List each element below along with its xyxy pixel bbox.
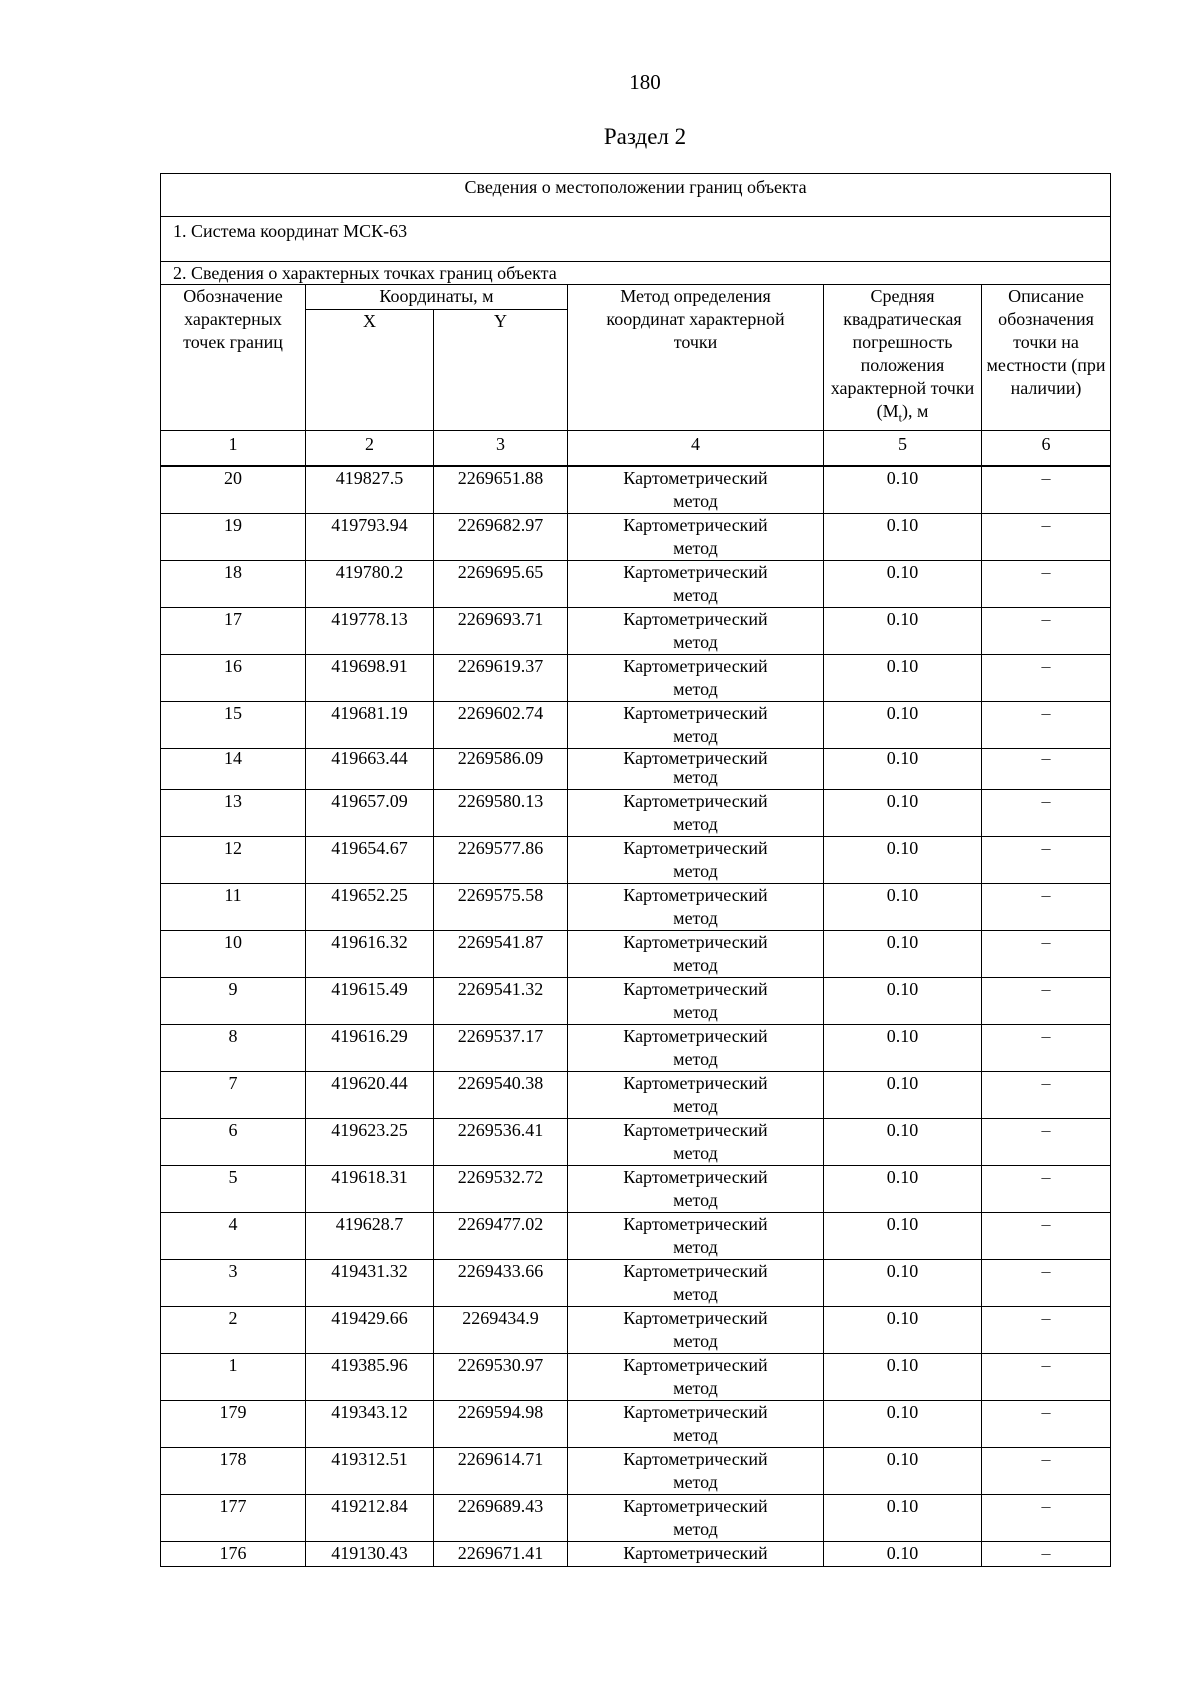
method-cell: Картометрический метод xyxy=(568,466,824,514)
y-coordinate-cell: 2269541.87 xyxy=(434,930,568,977)
point-id-cell: 15 xyxy=(161,701,306,748)
description-cell: – xyxy=(982,1165,1111,1212)
method-cell: Картометрический метод xyxy=(568,1259,824,1306)
page-number: 180 xyxy=(629,70,661,94)
point-id-cell: 6 xyxy=(161,1118,306,1165)
y-coordinate-cell: 2269682.97 xyxy=(434,513,568,560)
x-coordinate-cell: 419793.94 xyxy=(306,513,434,560)
points-section-header: 2. Сведения о характерных точках границ объекта xyxy=(161,262,1111,285)
method-cell: Картометрический метод xyxy=(568,836,824,883)
description-cell: – xyxy=(982,930,1111,977)
y-coordinate-cell: 2269433.66 xyxy=(434,1259,568,1306)
point-id-cell: 18 xyxy=(161,560,306,607)
method-cell: Картометрический метод xyxy=(568,1447,824,1494)
x-coordinate-cell: 419681.19 xyxy=(306,701,434,748)
x-coordinate-cell: 419698.91 xyxy=(306,654,434,701)
error-cell: 0.10 xyxy=(824,1353,982,1400)
y-coordinate-cell: 2269540.38 xyxy=(434,1071,568,1118)
column-number: 1 xyxy=(161,430,306,466)
table-row xyxy=(161,607,1111,654)
point-id-cell: 9 xyxy=(161,977,306,1024)
x-coordinate-cell: 419623.25 xyxy=(306,1118,434,1165)
x-coordinate-cell: 419385.96 xyxy=(306,1353,434,1400)
method-cell: Картометрический метод xyxy=(568,1306,824,1353)
point-id-cell: 1 xyxy=(161,1353,306,1400)
col-header-coordinates: Координаты, м xyxy=(306,285,568,310)
point-id-cell: 2 xyxy=(161,1306,306,1353)
x-coordinate-cell: 419429.66 xyxy=(306,1306,434,1353)
description-cell: – xyxy=(982,1400,1111,1447)
description-cell: – xyxy=(982,466,1111,514)
table-row xyxy=(161,466,1111,514)
x-coordinate-cell: 419620.44 xyxy=(306,1071,434,1118)
point-id-cell: 11 xyxy=(161,883,306,930)
x-coordinate-cell: 419212.84 xyxy=(306,1494,434,1541)
table-row xyxy=(161,836,1111,883)
table-row xyxy=(161,883,1111,930)
table-row xyxy=(161,654,1111,701)
error-cell: 0.10 xyxy=(824,930,982,977)
x-coordinate-cell: 419431.32 xyxy=(306,1259,434,1306)
description-cell: – xyxy=(982,836,1111,883)
x-coordinate-cell: 419618.31 xyxy=(306,1165,434,1212)
table-row xyxy=(161,1541,1111,1566)
point-id-cell: 16 xyxy=(161,654,306,701)
method-cell: Картометрический метод xyxy=(568,513,824,560)
x-coordinate-cell: 419663.44 xyxy=(306,748,434,789)
error-cell: 0.10 xyxy=(824,1165,982,1212)
x-coordinate-cell: 419652.25 xyxy=(306,883,434,930)
description-cell: – xyxy=(982,748,1111,789)
description-cell: – xyxy=(982,513,1111,560)
column-numbers-row xyxy=(161,430,1111,466)
description-cell: – xyxy=(982,1494,1111,1541)
point-id-cell: 178 xyxy=(161,1447,306,1494)
y-coordinate-cell: 2269530.97 xyxy=(434,1353,568,1400)
description-cell: – xyxy=(982,1353,1111,1400)
col-header-designation: Обозначение характерных точек границ xyxy=(161,285,306,431)
method-cell: Картометрический метод xyxy=(568,1024,824,1071)
col-header-description: Описание обозначения точки на местности (при наличии) xyxy=(982,285,1111,431)
col-header-method: Метод определения координат характерной точки xyxy=(568,285,824,431)
error-cell: 0.10 xyxy=(824,607,982,654)
description-cell: – xyxy=(982,789,1111,836)
description-cell: – xyxy=(982,1071,1111,1118)
column-number: 2 xyxy=(306,430,434,466)
description-cell: – xyxy=(982,883,1111,930)
table-row xyxy=(161,930,1111,977)
col-header-error xyxy=(824,285,982,431)
method-cell: Картометрический метод xyxy=(568,930,824,977)
column-number: 4 xyxy=(568,430,824,466)
table-row xyxy=(161,789,1111,836)
method-cell: Картометрический метод xyxy=(568,789,824,836)
method-cell: Картометрический метод xyxy=(568,654,824,701)
point-id-cell: 7 xyxy=(161,1071,306,1118)
table-row xyxy=(161,1118,1111,1165)
error-cell: 0.10 xyxy=(824,1400,982,1447)
method-cell: Картометрический метод xyxy=(568,1353,824,1400)
error-cell: 0.10 xyxy=(824,1212,982,1259)
table-row xyxy=(161,1212,1111,1259)
point-id-cell: 17 xyxy=(161,607,306,654)
description-cell: – xyxy=(982,1024,1111,1071)
table-row xyxy=(161,560,1111,607)
method-cell: Картометрический метод xyxy=(568,883,824,930)
table-row xyxy=(161,1024,1111,1071)
y-coordinate-cell: 2269577.86 xyxy=(434,836,568,883)
table-row xyxy=(161,1071,1111,1118)
description-cell: – xyxy=(982,1259,1111,1306)
table-row xyxy=(161,513,1111,560)
section-title: Раздел 2 xyxy=(603,124,687,149)
boundary-points-table xyxy=(160,173,1111,1567)
y-coordinate-cell: 2269619.37 xyxy=(434,654,568,701)
column-number: 5 xyxy=(824,430,982,466)
error-cell: 0.10 xyxy=(824,701,982,748)
error-cell: 0.10 xyxy=(824,1118,982,1165)
error-cell: 0.10 xyxy=(824,654,982,701)
y-coordinate-cell: 2269580.13 xyxy=(434,789,568,836)
x-coordinate-cell: 419312.51 xyxy=(306,1447,434,1494)
y-coordinate-cell: 2269689.43 xyxy=(434,1494,568,1541)
y-coordinate-cell: 2269477.02 xyxy=(434,1212,568,1259)
description-cell: – xyxy=(982,977,1111,1024)
point-id-cell: 176 xyxy=(161,1541,306,1566)
table-title: Сведения о местоположении границ объекта xyxy=(161,174,1111,217)
y-coordinate-cell: 2269537.17 xyxy=(434,1024,568,1071)
method-cell: Картометрический метод xyxy=(568,1165,824,1212)
x-coordinate-cell: 419654.67 xyxy=(306,836,434,883)
x-coordinate-cell: 419780.2 xyxy=(306,560,434,607)
y-coordinate-cell: 2269695.65 xyxy=(434,560,568,607)
error-cell: 0.10 xyxy=(824,1306,982,1353)
error-cell: 0.10 xyxy=(824,789,982,836)
description-cell: – xyxy=(982,560,1111,607)
y-coordinate-cell: 2269651.88 xyxy=(434,466,568,514)
method-cell: Картометрический метод xyxy=(568,1071,824,1118)
error-cell: 0.10 xyxy=(824,513,982,560)
x-coordinate-cell: 419657.09 xyxy=(306,789,434,836)
point-id-cell: 20 xyxy=(161,466,306,514)
point-id-cell: 19 xyxy=(161,513,306,560)
description-cell: – xyxy=(982,607,1111,654)
x-coordinate-cell: 419130.43 xyxy=(306,1541,434,1566)
description-cell: – xyxy=(982,654,1111,701)
point-id-cell: 13 xyxy=(161,789,306,836)
description-cell: – xyxy=(982,701,1111,748)
x-coordinate-cell: 419343.12 xyxy=(306,1400,434,1447)
y-coordinate-cell: 2269434.9 xyxy=(434,1306,568,1353)
table-row xyxy=(161,1400,1111,1447)
error-cell: 0.10 xyxy=(824,1071,982,1118)
method-cell: Картометрический xyxy=(568,1541,824,1566)
table-row xyxy=(161,1353,1111,1400)
x-coordinate-cell: 419778.13 xyxy=(306,607,434,654)
y-coordinate-cell: 2269602.74 xyxy=(434,701,568,748)
error-cell: 0.10 xyxy=(824,1259,982,1306)
coord-system: 1. Система координат МСК-63 xyxy=(161,217,1111,262)
point-id-cell: 177 xyxy=(161,1494,306,1541)
point-id-cell: 8 xyxy=(161,1024,306,1071)
point-id-cell: 5 xyxy=(161,1165,306,1212)
table-row xyxy=(161,1447,1111,1494)
error-cell: 0.10 xyxy=(824,748,982,789)
table-row xyxy=(161,748,1111,789)
table-row xyxy=(161,701,1111,748)
x-coordinate-cell: 419616.29 xyxy=(306,1024,434,1071)
column-number: 6 xyxy=(982,430,1111,466)
table-row xyxy=(161,1165,1111,1212)
description-cell: – xyxy=(982,1118,1111,1165)
description-cell: – xyxy=(982,1212,1111,1259)
method-cell: Картометрический метод xyxy=(568,1400,824,1447)
point-id-cell: 4 xyxy=(161,1212,306,1259)
method-cell: Картометрический метод xyxy=(568,748,824,789)
x-coordinate-cell: 419628.7 xyxy=(306,1212,434,1259)
y-coordinate-cell: 2269541.32 xyxy=(434,977,568,1024)
table-row xyxy=(161,1259,1111,1306)
column-number: 3 xyxy=(434,430,568,466)
point-id-cell: 14 xyxy=(161,748,306,789)
error-cell: 0.10 xyxy=(824,1024,982,1071)
error-cell: 0.10 xyxy=(824,466,982,514)
description-cell: – xyxy=(982,1447,1111,1494)
method-cell: Картометрический метод xyxy=(568,1118,824,1165)
table-row xyxy=(161,977,1111,1024)
y-coordinate-cell: 2269575.58 xyxy=(434,883,568,930)
method-cell: Картометрический метод xyxy=(568,560,824,607)
point-id-cell: 12 xyxy=(161,836,306,883)
description-cell: – xyxy=(982,1306,1111,1353)
table-row xyxy=(161,1494,1111,1541)
col-header-y: Y xyxy=(434,310,568,430)
error-cell: 0.10 xyxy=(824,560,982,607)
col-header-error-text: Средняя квадратическая погрешность положения характерной точки $(M_t)$, м xyxy=(830,286,975,425)
error-cell: 0.10 xyxy=(824,977,982,1024)
description-cell: – xyxy=(982,1541,1111,1566)
y-coordinate-cell: 2269671.41 xyxy=(434,1541,568,1566)
method-cell: Картометрический метод xyxy=(568,1212,824,1259)
point-id-cell: 10 xyxy=(161,930,306,977)
error-cell: 0.10 xyxy=(824,1494,982,1541)
y-coordinate-cell: 2269536.41 xyxy=(434,1118,568,1165)
error-cell: 0.10 xyxy=(824,1541,982,1566)
method-cell: Картометрический метод xyxy=(568,977,824,1024)
x-coordinate-cell: 419827.5 xyxy=(306,466,434,514)
x-coordinate-cell: 419616.32 xyxy=(306,930,434,977)
method-cell: Картометрический метод xyxy=(568,701,824,748)
y-coordinate-cell: 2269693.71 xyxy=(434,607,568,654)
error-cell: 0.10 xyxy=(824,836,982,883)
y-coordinate-cell: 2269532.72 xyxy=(434,1165,568,1212)
point-id-cell: 179 xyxy=(161,1400,306,1447)
table-row xyxy=(161,1306,1111,1353)
method-cell: Картометрический метод xyxy=(568,1494,824,1541)
error-cell: 0.10 xyxy=(824,1447,982,1494)
y-coordinate-cell: 2269594.98 xyxy=(434,1400,568,1447)
method-cell: Картометрический метод xyxy=(568,607,824,654)
y-coordinate-cell: 2269614.71 xyxy=(434,1447,568,1494)
col-header-x: X xyxy=(306,310,434,430)
error-cell: 0.10 xyxy=(824,883,982,930)
y-coordinate-cell: 2269586.09 xyxy=(434,748,568,789)
x-coordinate-cell: 419615.49 xyxy=(306,977,434,1024)
point-id-cell: 3 xyxy=(161,1259,306,1306)
